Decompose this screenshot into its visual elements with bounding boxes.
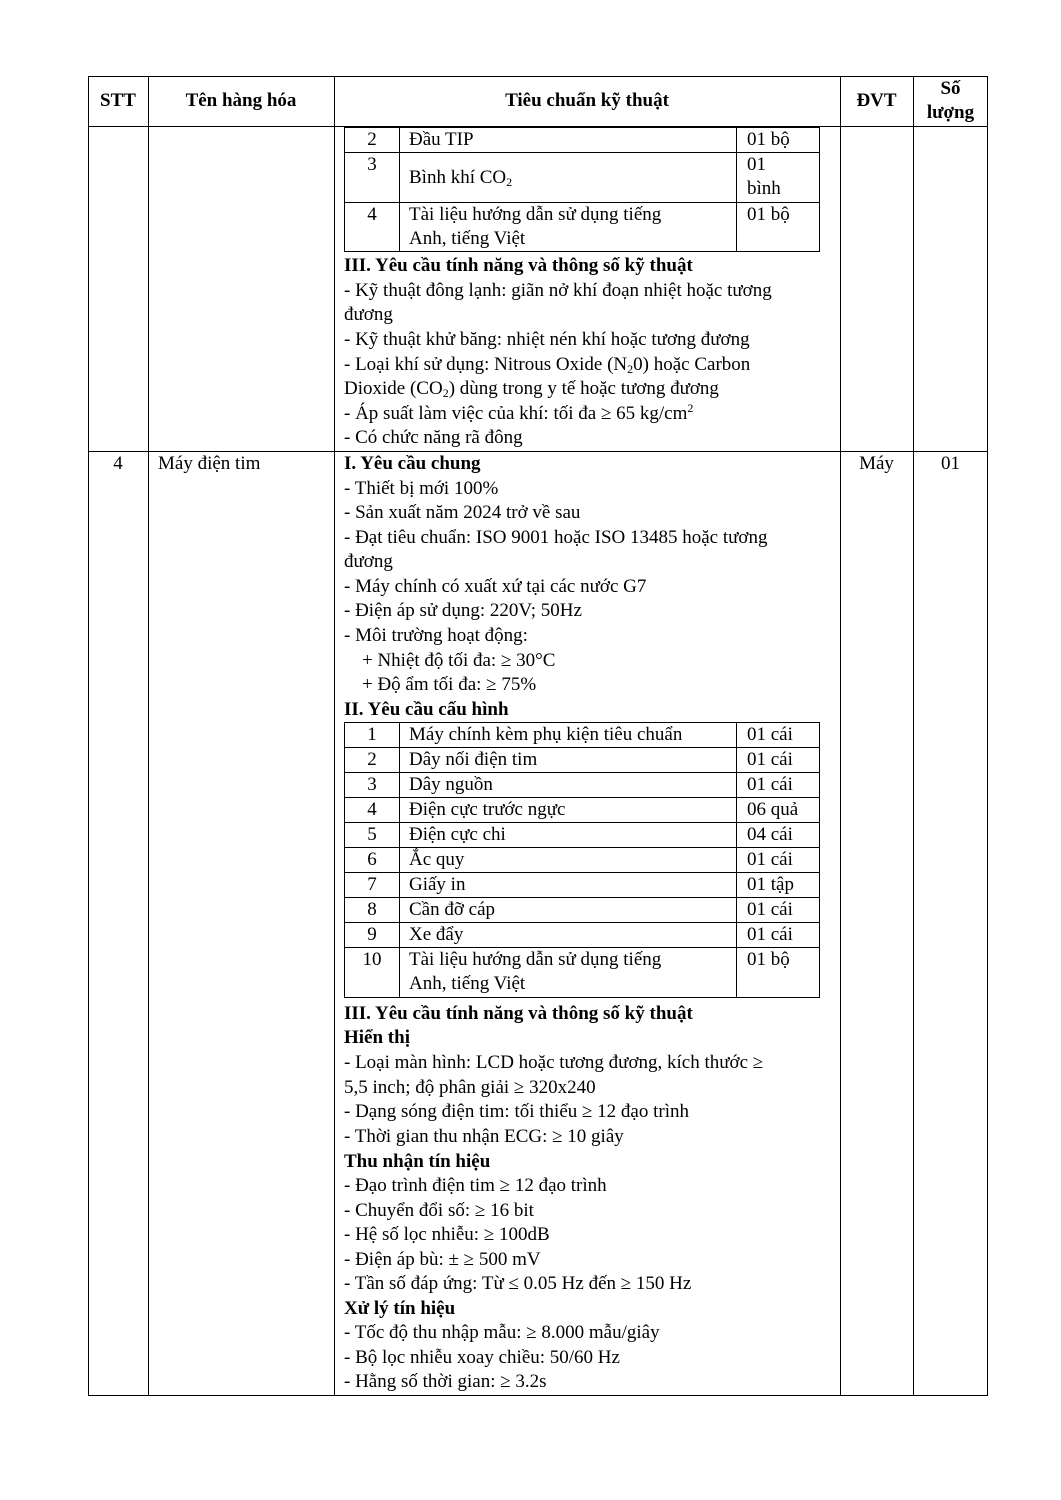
item4-unit: Máy: [859, 453, 894, 474]
item3-section3-title: III. Yêu cầu tính năng và thông số kỹ thuật: [344, 255, 693, 276]
acq-line: - Tần số đáp ứng: Từ ≤ 0.05 Hz đến ≥ 150 Hz: [344, 1273, 692, 1294]
acq-line: - Điện áp bù: ± ≥ 500 mV: [344, 1249, 541, 1270]
display-title: Hiển thị: [344, 1027, 410, 1048]
co2-sub: 2: [506, 174, 513, 189]
display-line: - Loại màn hình: LCD hoặc tương đương, kích thước ≥: [344, 1052, 764, 1073]
table-row: [345, 723, 820, 748]
general-line: - Điện áp sử dụng: 220V; 50Hz: [344, 600, 582, 621]
item3-config-table: [344, 127, 820, 252]
header-name: Tên hàng hóa: [185, 90, 297, 111]
row-no: 3: [345, 153, 400, 203]
name-line1: Tài liệu hướng dẫn sử dụng tiếng: [409, 949, 662, 970]
row-no: 2: [345, 128, 400, 153]
item4-name: Máy điện tim: [158, 453, 261, 474]
name-line2: Anh, tiếng Việt: [409, 973, 526, 994]
table-row: [345, 128, 820, 153]
item4-section3-title: III. Yêu cầu tính năng và thông số kỹ thuật: [344, 1003, 693, 1024]
item3-spec-line: [344, 353, 831, 378]
table-row: [345, 773, 820, 798]
name-line2: Anh, tiếng Việt: [409, 228, 526, 249]
acq-line: - Chuyển đổi số: ≥ 16 bit: [344, 1200, 534, 1221]
table-row: [345, 923, 820, 948]
item4-stt: 4: [113, 453, 123, 474]
header-unit: ĐVT: [856, 90, 897, 111]
qty-line1: 01: [747, 154, 766, 175]
acq-line: - Đạo trình điện tim ≥ 12 đạo trình: [344, 1175, 607, 1196]
row-name: Dây nối điện tim: [400, 748, 737, 773]
row-no: 5: [345, 823, 400, 848]
item3-spec-line: - Kỹ thuật đông lạnh: giãn nở khí đoạn nhiệt hoặc tương: [344, 280, 772, 301]
table-row: [345, 798, 820, 823]
general-line: - Máy chính có xuất xứ tại các nước G7: [344, 576, 647, 597]
item3-spec-line: đương: [344, 304, 393, 325]
general-subline: + Độ ẩm tối đa: ≥ 75%: [362, 674, 537, 695]
item4-section2-title: II. Yêu cầu cấu hình: [344, 699, 509, 720]
header-qty-line1: Số: [940, 78, 961, 99]
row-name: Đầu TIP: [400, 128, 737, 153]
row-qty: 01 tập: [737, 873, 820, 898]
item4-config-table: [344, 722, 820, 998]
table-row: [345, 873, 820, 898]
row-name: Cần đỡ cáp: [400, 898, 737, 923]
display-line: 5,5 inch; độ phân giải ≥ 320x240: [344, 1077, 596, 1098]
row-no: 8: [345, 898, 400, 923]
table-row: [345, 203, 820, 252]
row-no: 4: [345, 203, 400, 252]
header-qty: [913, 77, 988, 125]
row-qty: 01 cái: [737, 923, 820, 948]
qty-line2: bình: [747, 178, 781, 199]
proc-title: Xử lý tín hiệu: [344, 1298, 456, 1319]
row-name: Dây nguồn: [400, 773, 737, 798]
row-qty: 01 bộ: [737, 128, 820, 153]
row-qty: 01 cái: [737, 748, 820, 773]
general-line: đương: [344, 551, 393, 572]
general-line: - Thiết bị mới 100%: [344, 478, 499, 499]
row-no: 4: [345, 798, 400, 823]
table-row: [345, 948, 820, 998]
item4-section1-title: I. Yêu cầu chung: [344, 453, 481, 474]
row-name: Máy chính kèm phụ kiện tiêu chuẩn: [400, 723, 737, 748]
header-qty-line2: lượng: [926, 102, 975, 123]
row-no: 2: [345, 748, 400, 773]
co2-label: Bình khí CO: [409, 166, 507, 188]
acq-line: - Hệ số lọc nhiễu: ≥ 100dB: [344, 1224, 550, 1245]
row-name: Giấy in: [400, 873, 737, 898]
general-line: - Sản xuất năm 2024 trở về sau: [344, 502, 581, 523]
proc-line: - Tốc độ thu nhập mẫu: ≥ 8.000 mẫu/giây: [344, 1322, 660, 1343]
general-subline: + Nhiệt độ tối đa: ≥ 30°C: [362, 650, 556, 671]
row-no: 6: [345, 848, 400, 873]
gas-type-label: - Loại khí sử dụng: Nitrous Oxide $(N_20)$ hoặc Carbon: [344, 354, 751, 376]
table-row: [345, 823, 820, 848]
row-qty: 01 cái: [737, 773, 820, 798]
row-qty: 01 cái: [737, 898, 820, 923]
proc-line: - Bộ lọc nhiễu xoay chiều: 50/60 Hz: [344, 1347, 620, 1368]
row-no: 9: [345, 923, 400, 948]
table-row: [345, 898, 820, 923]
acq-title: Thu nhận tín hiệu: [344, 1151, 491, 1172]
row-qty: 01 cái: [737, 723, 820, 748]
row-name: Ắc quy: [400, 848, 737, 873]
row-qty: 06 quả: [737, 798, 820, 823]
row-no: 10: [345, 948, 400, 998]
item3-spec-line: - Áp suất làm việc của khí: tối đa ≥ 65 $kg/cm^2$: [344, 401, 694, 424]
row-qty: 01 bộ: [737, 203, 820, 252]
table-row: [345, 748, 820, 773]
general-line: - Đạt tiêu chuẩn: ISO 9001 hoặc ISO 13485 hoặc tương: [344, 527, 768, 548]
item4-qty: 01: [941, 453, 960, 474]
row-qty: 01 cái: [737, 848, 820, 873]
name-line1: Tài liệu hướng dẫn sử dụng tiếng: [409, 204, 662, 225]
row-name: Xe đẩy: [400, 923, 737, 948]
col-divider: [148, 76, 149, 1396]
col-divider: [334, 76, 335, 1396]
col-divider: [840, 76, 841, 1396]
col-divider: [913, 76, 914, 1396]
display-line: - Thời gian thu nhận ECG: ≥ 10 giây: [344, 1126, 624, 1147]
general-line: - Môi trường hoạt động:: [344, 625, 528, 646]
table-row: [345, 848, 820, 873]
row-name: Điện cực trước ngực: [400, 798, 737, 823]
row-qty: [737, 153, 820, 203]
header-spec: Tiêu chuẩn kỹ thuật: [505, 90, 669, 111]
display-line: - Dạng sóng điện tim: tối thiểu ≥ 12 đạo trình: [344, 1101, 689, 1122]
row-name: [400, 153, 737, 203]
proc-line: - Hằng số thời gian: ≥ 3.2s: [344, 1371, 547, 1392]
row-name: [400, 948, 737, 998]
table-row: [345, 153, 820, 203]
row-no: 7: [345, 873, 400, 898]
header-stt: STT: [100, 90, 136, 111]
row-no: 3: [345, 773, 400, 798]
row-name: [400, 203, 737, 252]
item3-spec-line: Dioxide $(CO_2)$ dùng trong y tế hoặc tương đương: [344, 378, 719, 400]
row-qty: 04 cái: [737, 823, 820, 848]
row-no: 1: [345, 723, 400, 748]
row-name: Điện cực chi: [400, 823, 737, 848]
row-qty: 01 bộ: [737, 948, 820, 998]
item3-spec-line: - Có chức năng rã đông: [344, 427, 523, 448]
item3-spec-line: - Kỹ thuật khử băng: nhiệt nén khí hoặc tương đương: [344, 329, 750, 350]
